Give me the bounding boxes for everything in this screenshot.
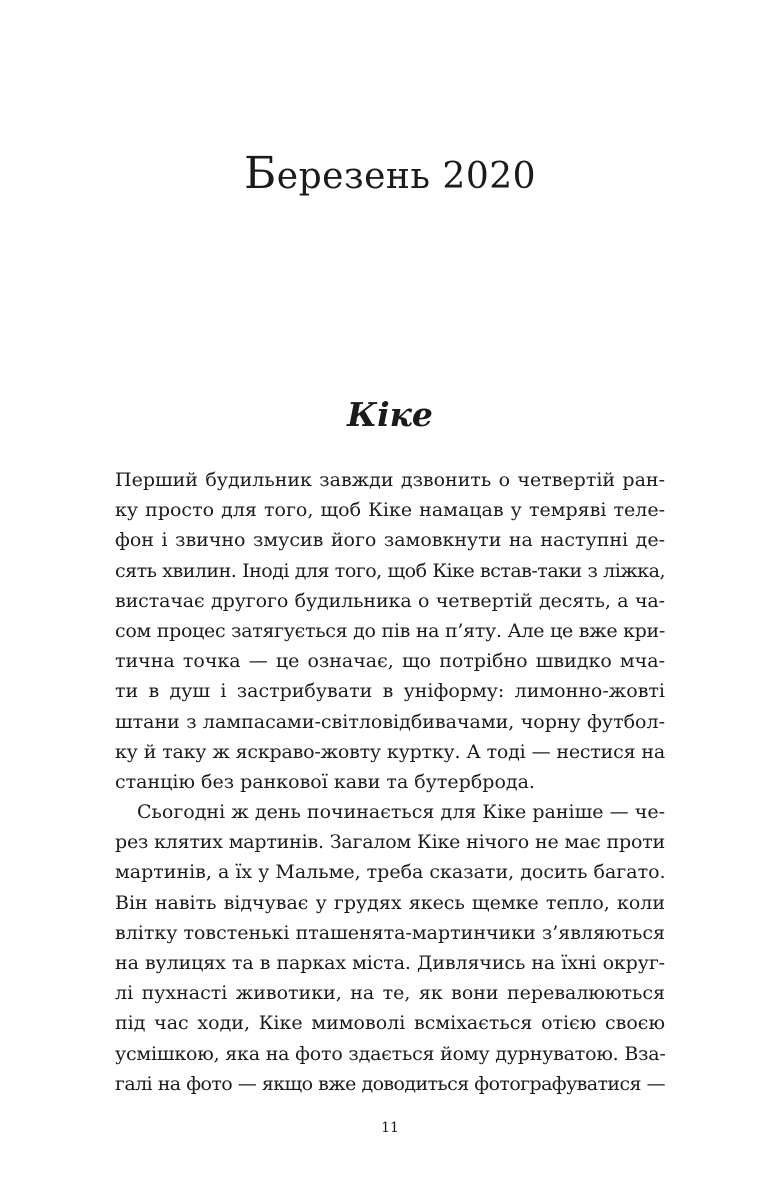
text-line: станцію без ранкової кави та бутерброда.	[115, 770, 535, 793]
text-line: рез клятих мартинів. Загалом Кіке нічого не має проти	[115, 831, 665, 854]
text-line: Сьогодні ж день починається для Кіке раніше — че-	[137, 801, 665, 824]
text-line: сять хвилин. Іноді для того, щоб Кіке встав-таки з ліжка,	[115, 559, 665, 582]
text-line: ти в душ і застрибувати в уніформу: лимонно-жовті	[115, 680, 665, 703]
text-line: лі пухнасті животики, на те, як вони перевалюються	[115, 982, 665, 1005]
text-line: влітку товстенькі пташенята-мартинчики з’являються	[115, 921, 665, 944]
text-line: ку й таку ж яскраво-жовту куртку. А тоді — нестися на	[115, 740, 665, 763]
text-line: на вулицях та в парках міста. Дивлячись на їхні округ-	[115, 952, 665, 974]
text-line: тична точка — це означає, що потрібно швидко мча-	[115, 650, 665, 673]
text-line: ку просто для того, щоб Кіке намацав у темряві теле-	[115, 499, 665, 522]
part-title-initial: Б	[243, 148, 277, 199]
body-text	[115, 465, 665, 1099]
part-title	[0, 148, 780, 199]
text-line: Перший будильник завжди дзвонить о четвертій ран-	[115, 469, 665, 491]
text-line: галі на фото — якщо вже доводиться фотографуватися —	[115, 1072, 665, 1095]
text-line: усмішкою, яка на фото здається йому дурнуватою. Вза-	[115, 1042, 666, 1065]
text-line: під час ходи, Кіке мимоволі всміхається отією своєю	[115, 1012, 665, 1035]
chapter-title: Кіке	[347, 395, 433, 434]
text-line: вистачає другого будильника о четвертій десять, а ча-	[115, 589, 665, 612]
text-line: мартинів, а їх у Мальме, треба сказати, досить багато.	[115, 861, 666, 884]
part-title-rest: ерезень 2020	[276, 156, 537, 197]
text-line: фон і звично змусив його замовкнути на наступні де-	[115, 529, 665, 552]
text-line: Він навіть відчуває у грудях якесь щемке тепло, коли	[115, 891, 665, 914]
text-line: штани з лампасами-світловідбивачами, чорну футбол-	[115, 710, 665, 733]
text-line: сом процес затягується до пів на п’яту. Але це вже кри-	[115, 619, 665, 642]
page-number: 11	[381, 1120, 399, 1136]
